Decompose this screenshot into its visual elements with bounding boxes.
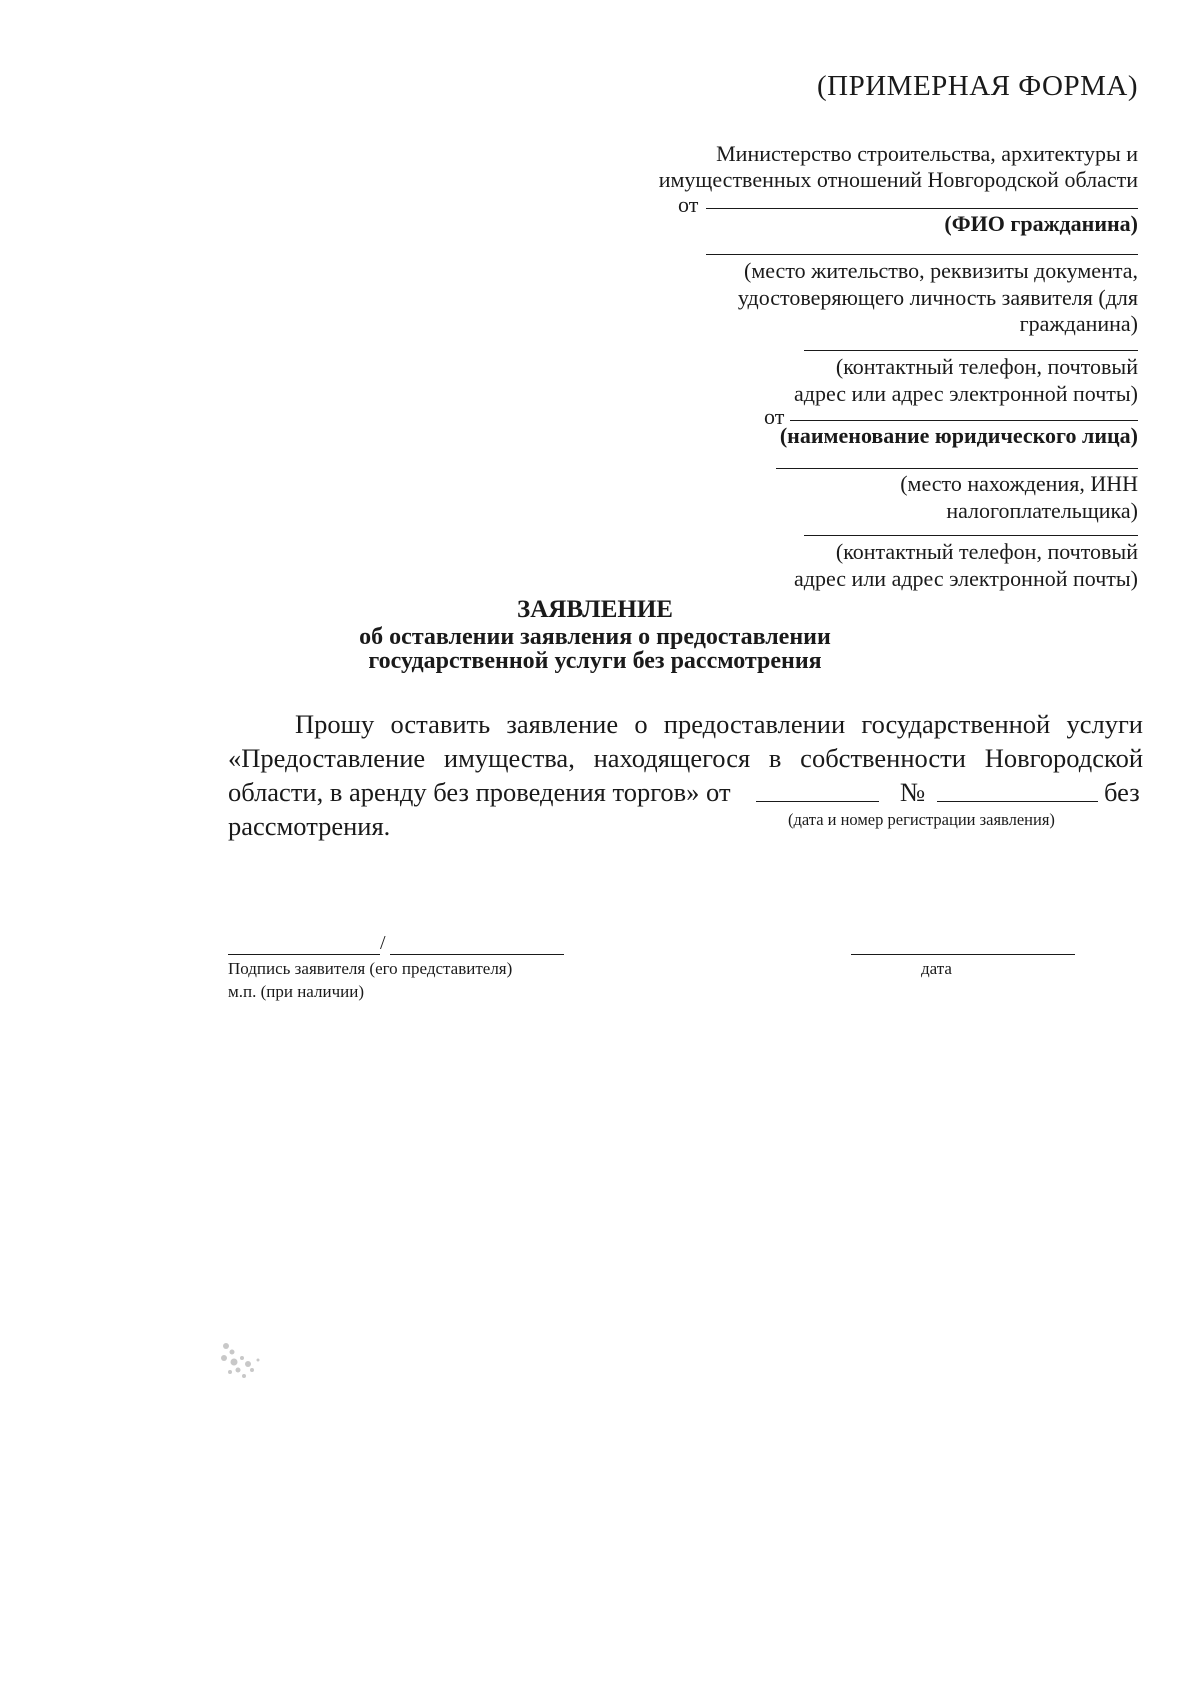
addressee-line-2: имущественных отношений Новгородской области: [658, 167, 1138, 192]
addressee-line-1: Министерство строительства, архитектуры и: [716, 141, 1138, 166]
citizen-residence-field[interactable]: [706, 254, 1138, 255]
legal-entity-contact-field[interactable]: [804, 535, 1138, 536]
document-subtitle-line-1: об оставлении заявления о предоставлении: [359, 624, 831, 650]
citizen-name-field[interactable]: [706, 208, 1138, 209]
citizen-residence-hint-1: (место жительство, реквизиты документа,: [744, 258, 1138, 283]
body-line-1: Прошу оставить заявление о предоставлении государственной услуги: [295, 709, 1143, 739]
legal-entity-location-hint-1: (место нахождения, ИНН: [900, 471, 1138, 496]
legal-entity-contact-hint-2: адрес или адрес электронной почты): [794, 566, 1138, 591]
citizen-contact-hint-1: (контактный телефон, почтовый: [835, 354, 1138, 379]
date-field[interactable]: [851, 954, 1075, 955]
legal-entity-location-field[interactable]: [776, 468, 1138, 469]
body-line-2: «Предоставление имущества, находящегося в собственности Новгородской: [228, 743, 1143, 773]
signature-separator: /: [380, 932, 386, 954]
document-subtitle-line-2: государственной услуги без рассмотрения: [368, 648, 822, 674]
citizen-residence-hint-3: гражданина): [1019, 311, 1138, 336]
seal-caption: м.п. (при наличии): [228, 982, 364, 1001]
scan-smudge: [218, 1340, 266, 1386]
number-sign: №: [900, 777, 926, 807]
date-caption: дата: [921, 959, 952, 978]
form-mark: (ПРИМЕРНАЯ ФОРМА): [816, 70, 1138, 102]
citizen-contact-hint-2: адрес или адрес электронной почты): [794, 381, 1138, 406]
legal-entity-from-label: от: [764, 404, 785, 429]
legal-entity-name-hint: (наименование юридического лица): [779, 423, 1138, 448]
registration-number-field[interactable]: [937, 801, 1098, 802]
body-line-3-start: области, в аренду без проведения торгов» от: [228, 777, 731, 807]
document-title: ЗАЯВЛЕНИЕ: [517, 596, 673, 623]
registration-date-field[interactable]: [756, 801, 879, 802]
legal-entity-location-hint-2: налогоплательщика): [946, 498, 1138, 523]
citizen-name-hint: (ФИО гражданина): [944, 211, 1138, 236]
legal-entity-contact-hint-1: (контактный телефон, почтовый: [835, 539, 1138, 564]
legal-entity-name-field[interactable]: [790, 420, 1138, 421]
signature-caption: Подпись заявителя (его представителя): [228, 959, 513, 978]
body-line-4: рассмотрения.: [228, 811, 391, 841]
citizen-from-label: от: [678, 192, 699, 217]
citizen-residence-hint-2: удостоверяющего личность заявителя (для: [737, 285, 1138, 310]
citizen-contact-field[interactable]: [804, 350, 1138, 351]
signature-field[interactable]: [228, 954, 380, 955]
body-line-3-end: без: [1104, 777, 1140, 807]
registration-hint: (дата и номер регистрации заявления): [788, 810, 1055, 829]
signature-name-field[interactable]: [390, 954, 564, 955]
